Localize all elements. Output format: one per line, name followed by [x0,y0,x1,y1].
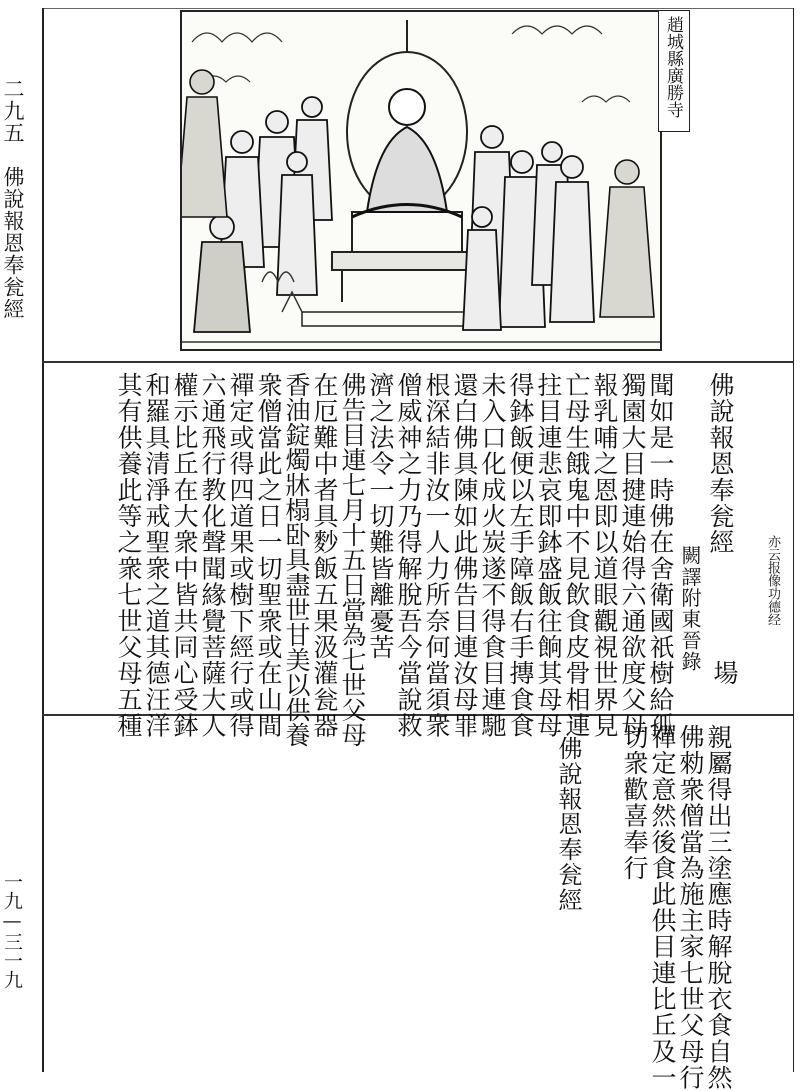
text-column: 聞如是一時佛在舍衛國祇樹給孤 [646,372,675,739]
text-column: 還白佛具陳如此佛告目連汝母罪 [450,372,479,739]
text-column: 亡母生餓鬼中不見飲食皮骨相連 [562,372,591,739]
buddha-assembly-illustration [180,10,662,351]
text-column: 拄目連悲哀即鉢盛飯往餉其母母 [534,372,563,739]
text-column: 禪定意然後食此供目連比丘及一 [648,724,677,1091]
margin-volume-title: 二九五 佛說報恩奉瓮經 [1,78,25,320]
sutra-title: 佛說報恩奉瓮經 [706,372,735,556]
text-column: 和羅具清淨戒聖衆之道其德汪洋 [142,372,171,739]
frame-left-rule [42,8,44,1072]
text-column: 親屬得出三塗應時解脫衣食自然 [704,724,733,1091]
text-column: 報乳哺之恩即以道眼觀視世界見 [590,372,619,739]
text-column: 未入口化成火炭遂不得食目連馳 [478,372,507,739]
text-column: 獨園大目揵連始得六通欲度父母 [618,372,647,739]
text-column: 權示比丘在大衆中皆共同心受鉢 [170,372,199,739]
text-column: 僧威神之力乃得解脫吾今當說救 [394,372,423,739]
text-column: 得鉢飯便以左手障飯右手摶食食 [506,372,535,739]
text-column: 佛勑衆僧當為施主家七世父母行 [676,724,705,1091]
text-column: 香油錠燭牀榻卧具盡世甘美以供養 [282,372,311,747]
divider-upper [42,361,793,363]
frame-top-rule [42,8,793,9]
illustration-caption: 趙城縣廣勝寺 [663,16,683,118]
margin-page-number: 一九—三一九 [1,872,23,989]
text-column: 佛告目連七月十五日當為七世父母 [338,372,367,747]
text-column: 根深結非汝一人力所奈何當須衆 [422,372,451,739]
frame-right-rule [793,8,794,1072]
text-column: 切衆歡喜奉行 [620,724,649,882]
sutra-translator: 闕譯附東晉錄 [678,545,702,673]
sutra-mark: 場 [710,660,739,687]
text-column: 衆僧當此之日一切聖衆或在山間 [254,372,283,739]
text-column: 六通飛行教化聲聞緣覺菩薩大人 [198,372,227,739]
text-column: 其有供養此等之衆七世父母五種 [114,372,143,739]
end-title: 佛說報恩奉瓮經 [554,736,582,913]
text-column: 在厄難中者具麨飯五果汲灌瓮器 [310,372,339,739]
text-column: 禪定或得四道果或樹下經行或得 [226,372,255,739]
sutra-title-note: 亦云报像功德经 [765,535,780,626]
woodblock-scene [182,12,660,349]
text-column: 濟之法令一切難皆離憂苦 [366,372,395,661]
